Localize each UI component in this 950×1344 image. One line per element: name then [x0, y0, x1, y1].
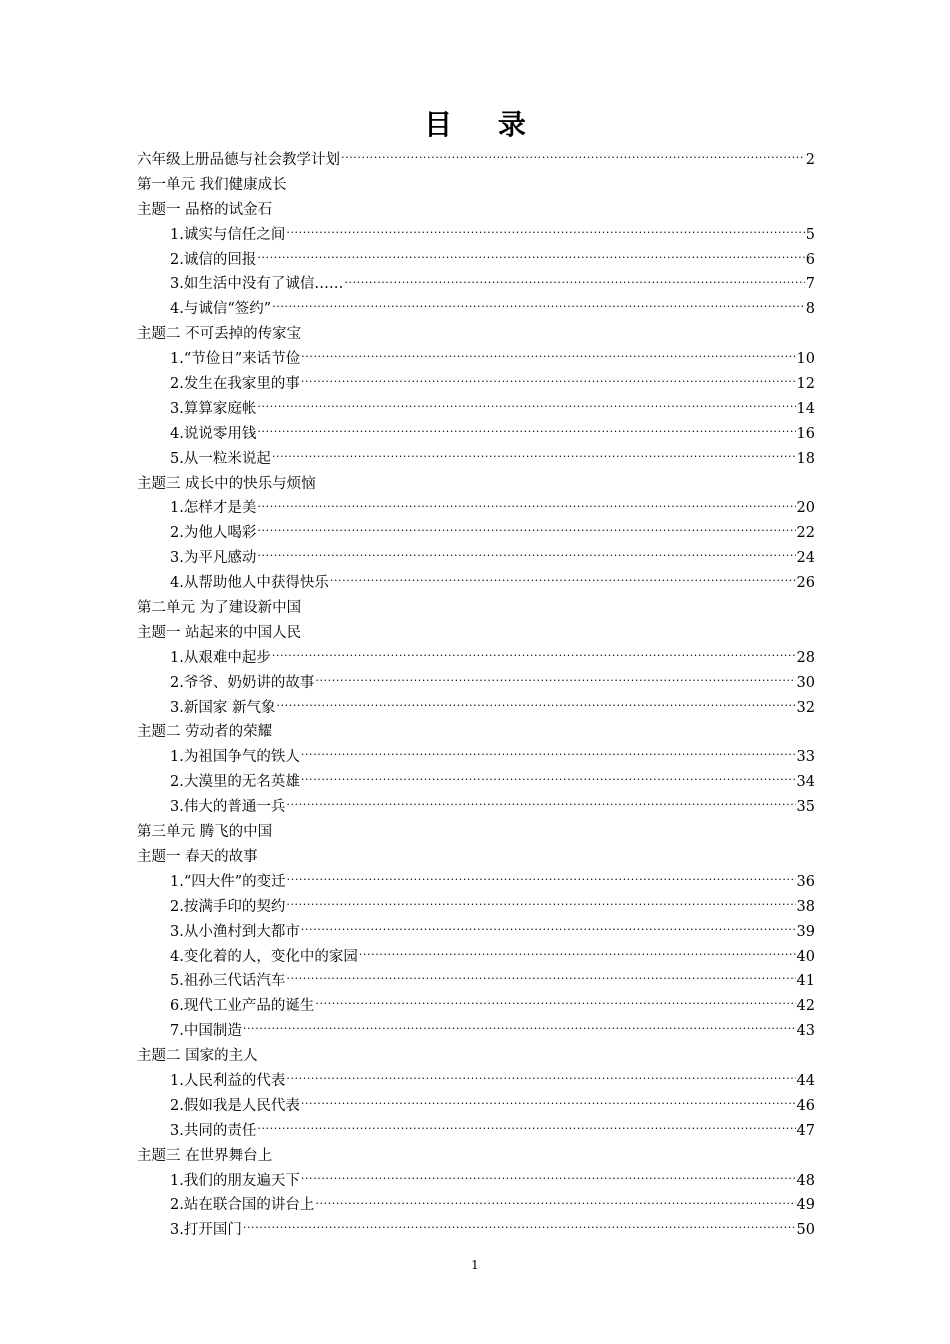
toc-entry[interactable] [137, 1193, 815, 1218]
toc-entry-label: 主题一 春天的故事 [137, 848, 258, 865]
toc-entry-label: 5.从一粒米说起 [170, 450, 271, 467]
toc-entry[interactable] [137, 1044, 815, 1069]
toc-entry[interactable] [137, 920, 815, 945]
toc-entry-label: 6.现代工业产品的诞生 [170, 998, 315, 1015]
toc-entry[interactable] [137, 720, 815, 745]
toc-entry-page: 5 [805, 226, 815, 243]
toc-entry-page: 42 [796, 998, 815, 1015]
toc-entry[interactable] [137, 571, 815, 596]
toc-entry-page: 32 [796, 699, 815, 716]
toc-entry-page: 43 [796, 1023, 815, 1040]
dot-leader [276, 698, 795, 712]
toc-entry[interactable] [137, 820, 815, 845]
toc-entry-page: 18 [796, 450, 815, 467]
toc-entry[interactable] [137, 770, 815, 795]
dot-leader [257, 523, 795, 537]
dot-leader [301, 374, 796, 388]
toc-entry-label: 4.变化着的人，变化中的家园 [170, 948, 358, 965]
dot-leader [286, 971, 795, 985]
dot-leader [243, 1021, 796, 1035]
toc-entry-label: 4.与诚信“签约” [170, 301, 272, 318]
dot-leader [315, 996, 795, 1010]
toc-entry[interactable] [137, 795, 815, 820]
toc-entry-page: 16 [796, 425, 815, 442]
toc-entry-page: 35 [796, 799, 815, 816]
toc-entry-label: 主题一 站起来的中国人民 [137, 624, 302, 641]
toc-entry[interactable] [137, 671, 815, 696]
dot-leader [344, 274, 804, 288]
toc-entry-page: 14 [796, 400, 815, 417]
toc-entry[interactable] [137, 870, 815, 895]
toc-entry-label: 3.从小渔村到大都市 [170, 923, 300, 940]
toc-entry[interactable] [137, 696, 815, 721]
toc-entry-label: 3.为平凡感动 [170, 550, 257, 567]
toc-entry-page: 6 [805, 251, 815, 268]
toc-entry[interactable] [137, 472, 815, 497]
toc-entry[interactable] [137, 1144, 815, 1169]
dot-leader [272, 449, 796, 463]
dot-leader [286, 225, 804, 239]
toc-entry-page: 7 [805, 276, 815, 293]
toc-entry[interactable] [137, 297, 815, 322]
toc-entry[interactable] [137, 646, 815, 671]
dot-leader [286, 1071, 795, 1085]
dot-leader [257, 399, 795, 413]
toc-entry[interactable] [137, 397, 815, 422]
toc-entry-label: 主题二 国家的主人 [137, 1048, 258, 1065]
toc-entry-label: 7.中国制造 [170, 1023, 242, 1040]
toc-entry-label: 1.为祖国争气的铁人 [170, 749, 300, 766]
toc-entry-page: 39 [796, 923, 815, 940]
toc-entry-page: 49 [796, 1197, 815, 1214]
toc-entry-page: 24 [796, 550, 815, 567]
toc-entry[interactable] [137, 546, 815, 571]
dot-leader [286, 797, 795, 811]
toc-entry-label: 2.假如我是人民代表 [170, 1097, 300, 1114]
toc-entry[interactable] [137, 596, 815, 621]
toc-entry[interactable] [137, 248, 815, 273]
toc-entry-page: 22 [796, 525, 815, 542]
toc-entry[interactable] [137, 1218, 815, 1243]
toc-entry-label: 3.伟大的普通一兵 [170, 799, 286, 816]
toc-entry-label: 第三单元 腾飞的中国 [137, 824, 273, 841]
toc-entry-page: 50 [796, 1222, 815, 1239]
toc-entry-label: 第一单元 我们健康成长 [137, 176, 287, 193]
toc-entry-page: 30 [796, 674, 815, 691]
dot-leader [301, 1096, 796, 1110]
dot-leader [257, 250, 804, 264]
toc-entry[interactable] [137, 1069, 815, 1094]
toc-entry[interactable] [137, 272, 815, 297]
toc-entry-page: 48 [796, 1172, 815, 1189]
toc-entry[interactable] [137, 223, 815, 248]
toc-entry-label: 2.诚信的回报 [170, 251, 257, 268]
toc-entry[interactable] [137, 621, 815, 646]
dot-leader [286, 897, 795, 911]
toc-entry[interactable] [137, 945, 815, 970]
toc-entry[interactable] [137, 447, 815, 472]
toc-entry-page: 20 [796, 500, 815, 517]
toc-entry-page: 40 [796, 948, 815, 965]
toc-entry[interactable] [137, 422, 815, 447]
toc-entry-page: 2 [805, 152, 815, 168]
toc-entry-label: 主题二 劳动者的荣耀 [137, 724, 273, 741]
toc-entry-label: 2.发生在我家里的事 [170, 376, 300, 393]
toc-entry-label: 2.大漠里的无名英雄 [170, 774, 300, 791]
toc-entry[interactable] [137, 1169, 815, 1194]
toc-entry-label: 1.“四大件”的变迁 [170, 873, 286, 890]
dot-leader [257, 1121, 795, 1135]
page-number: 1 [471, 1258, 479, 1272]
toc-entry-label: 3.如生活中没有了诚信…… [170, 276, 344, 293]
toc-entry-label: 3.算算家庭帐 [170, 400, 257, 417]
toc-entry-page: 44 [796, 1072, 815, 1089]
toc-entry[interactable] [137, 745, 815, 770]
toc-entry[interactable] [137, 347, 815, 372]
toc-entry-label: 4.从帮助他人中获得快乐 [170, 575, 329, 592]
toc-entry-page: 8 [805, 301, 815, 318]
toc-entry[interactable] [137, 845, 815, 870]
toc-entry[interactable] [137, 1119, 815, 1144]
toc-entry-page: 28 [796, 649, 815, 666]
toc-entry[interactable] [137, 994, 815, 1019]
toc-entry-label: 2.为他人喝彩 [170, 525, 257, 542]
toc-entry[interactable] [137, 322, 815, 347]
toc-entry-page: 26 [796, 575, 815, 592]
toc-entry-label: 3.打开国门 [170, 1222, 242, 1239]
toc-entry[interactable] [137, 969, 815, 994]
toc-entry[interactable] [137, 1019, 815, 1044]
dot-leader [341, 150, 805, 164]
toc-entry-label: 5.祖孙三代话汽车 [170, 973, 286, 990]
toc-entry-label: 1.“节俭日”来话节俭 [170, 351, 301, 368]
toc-entry-page: 41 [796, 973, 815, 990]
toc-entry-page: 10 [796, 351, 815, 368]
toc-entry-page: 47 [796, 1122, 815, 1139]
dot-leader [272, 648, 796, 662]
toc-entry-label: 1.诚实与信任之间 [170, 226, 286, 243]
toc-entry-page: 34 [796, 774, 815, 791]
toc-entry[interactable] [137, 895, 815, 920]
dot-leader [301, 747, 796, 761]
toc-entry-label: 主题三 成长中的快乐与烦恼 [137, 475, 316, 492]
dot-leader [315, 673, 795, 687]
dot-leader [272, 299, 805, 313]
toc-entry-label: 2.站在联合国的讲台上 [170, 1197, 315, 1214]
toc-entry-page: 36 [796, 873, 815, 890]
toc-entry-label: 1.从艰难中起步 [170, 649, 271, 666]
toc-entry[interactable] [137, 372, 815, 397]
dot-leader [257, 548, 795, 562]
dot-leader [257, 424, 795, 438]
toc-entry-label: 六年级上册品德与社会教学计划 [137, 152, 340, 168]
toc-entry-label: 4.说说零用钱 [170, 425, 257, 442]
toc-entry-label: 第二单元 为了建设新中国 [137, 600, 302, 617]
toc-entry-label: 1.怎样才是美 [170, 500, 257, 517]
toc-entry[interactable] [137, 521, 815, 546]
toc-entry[interactable] [137, 148, 815, 173]
table-of-contents [137, 148, 815, 1243]
dot-leader [301, 772, 796, 786]
page-title: 目 录 [424, 108, 544, 141]
toc-entry[interactable] [137, 1094, 815, 1119]
toc-entry-label: 主题三 在世界舞台上 [137, 1147, 273, 1164]
toc-entry-page: 38 [796, 898, 815, 915]
toc-entry-label: 主题一 品格的试金石 [137, 201, 273, 218]
toc-entry-label: 2.爷爷、奶奶讲的故事 [170, 674, 315, 691]
dot-leader [257, 498, 795, 512]
toc-entry-label: 2.按满手印的契约 [170, 898, 286, 915]
dot-leader [287, 872, 796, 886]
toc-entry-page: 46 [796, 1097, 815, 1114]
dot-leader [315, 1195, 795, 1209]
dot-leader [330, 573, 796, 587]
toc-entry-page: 33 [796, 749, 815, 766]
dot-leader [301, 1171, 796, 1185]
toc-entry[interactable] [137, 198, 815, 223]
dot-leader [359, 947, 796, 961]
dot-leader [301, 922, 796, 936]
dot-leader [243, 1220, 796, 1234]
toc-entry-label: 3.共同的责任 [170, 1122, 257, 1139]
toc-entry-label: 主题二 不可丢掉的传家宝 [137, 326, 302, 343]
toc-entry-label: 3.新国家 新气象 [170, 699, 276, 716]
toc-entry-label: 1.我们的朋友遍天下 [170, 1172, 300, 1189]
toc-entry-label: 1.人民利益的代表 [170, 1072, 286, 1089]
dot-leader [301, 349, 795, 363]
toc-entry[interactable] [137, 173, 815, 198]
toc-entry-page: 12 [796, 376, 815, 393]
toc-entry[interactable] [137, 496, 815, 521]
